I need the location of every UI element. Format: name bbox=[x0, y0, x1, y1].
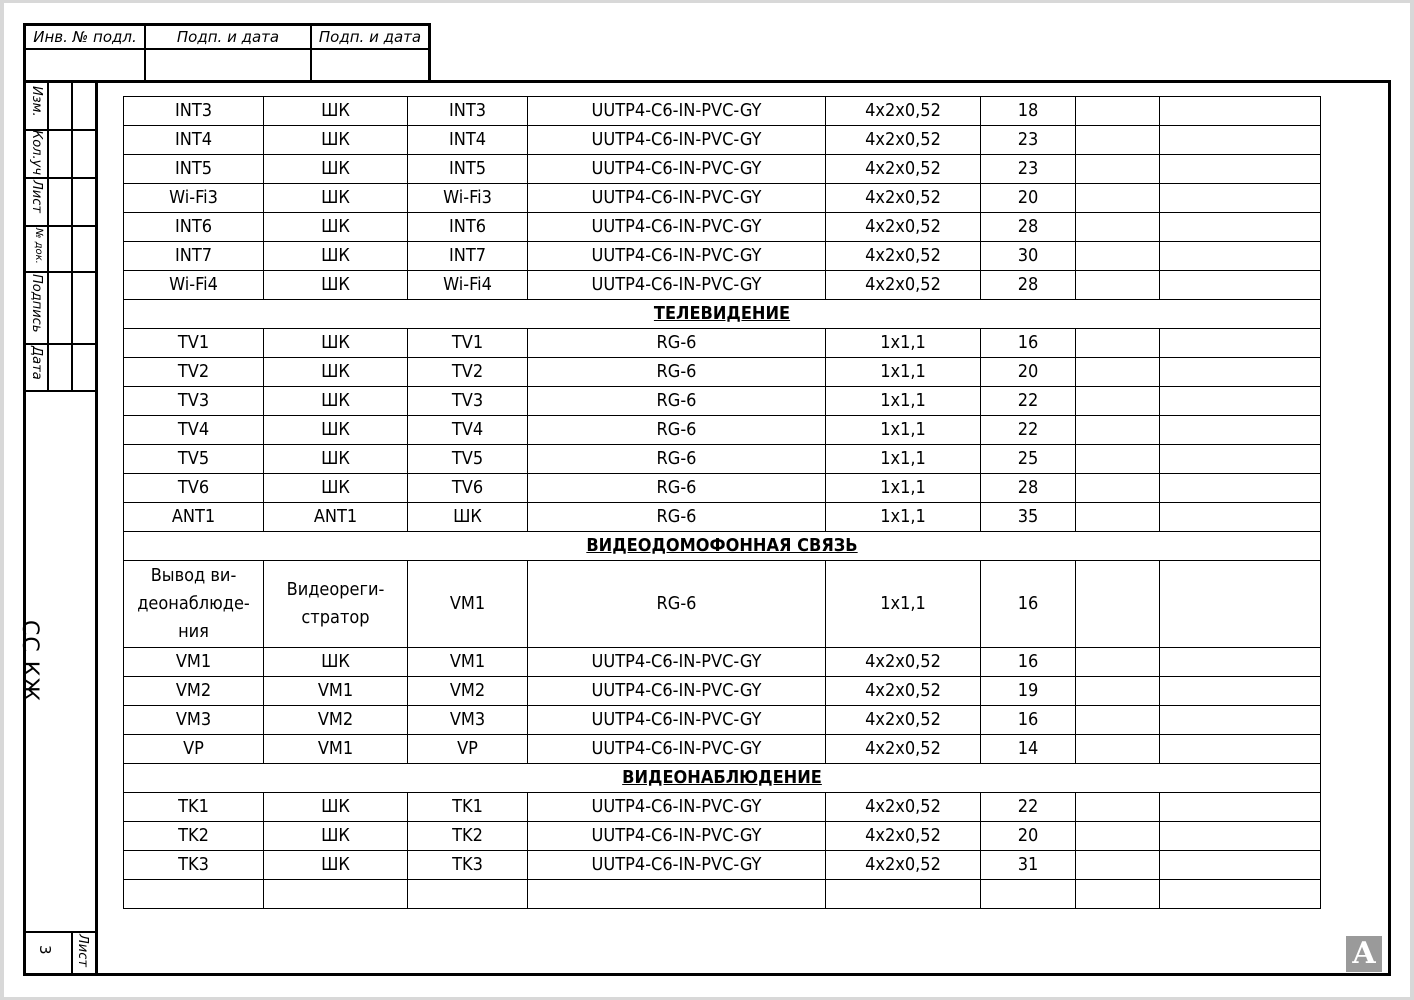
table-cell: 1x1,1 bbox=[826, 561, 981, 648]
stamp-sign2-label: Подп. и дата bbox=[318, 28, 422, 46]
table-cell: RG-6 bbox=[528, 503, 826, 532]
table-cell: VM1 bbox=[124, 648, 264, 677]
table-cell: TV3 bbox=[408, 387, 528, 416]
table-cell: RG-6 bbox=[528, 358, 826, 387]
table-cell: 4x2x0,52 bbox=[826, 184, 981, 213]
table-cell: TK2 bbox=[408, 822, 528, 851]
table-cell: 16 bbox=[981, 706, 1076, 735]
table-cell: 20 bbox=[981, 822, 1076, 851]
stamp-list: Лист bbox=[29, 180, 44, 213]
table-cell bbox=[264, 880, 408, 909]
table-cell bbox=[408, 880, 528, 909]
table-cell: INT3 bbox=[124, 97, 264, 126]
table-cell: 31 bbox=[981, 851, 1076, 880]
table-cell bbox=[1160, 822, 1321, 851]
table-cell bbox=[1076, 213, 1160, 242]
table-cell: ШК bbox=[264, 329, 408, 358]
table-cell: 16 bbox=[981, 329, 1076, 358]
table-cell bbox=[1160, 329, 1321, 358]
table-cell: 1x1,1 bbox=[826, 503, 981, 532]
stamp-data: Дата bbox=[29, 346, 44, 380]
sheet-label: Лист bbox=[75, 934, 90, 967]
table-cell: 23 bbox=[981, 155, 1076, 184]
table-cell: ANT1 bbox=[264, 503, 408, 532]
table-cell: TV1 bbox=[408, 329, 528, 358]
table-cell bbox=[1160, 706, 1321, 735]
table-cell: 4x2x0,52 bbox=[826, 213, 981, 242]
table-cell: INT5 bbox=[124, 155, 264, 184]
table-cell: 20 bbox=[981, 184, 1076, 213]
section-title: ВИДЕОДОМОФОННАЯ СВЯЗЬ bbox=[124, 532, 1321, 561]
table-cell: INT4 bbox=[124, 126, 264, 155]
table-cell: Вывод ви- деонаблюде- ния bbox=[124, 561, 264, 648]
table-cell bbox=[1160, 677, 1321, 706]
table-cell: Wi-Fi3 bbox=[408, 184, 528, 213]
table-row bbox=[124, 648, 1321, 677]
table-cell: 1x1,1 bbox=[826, 416, 981, 445]
table-cell bbox=[1160, 242, 1321, 271]
table-cell: ШК bbox=[264, 387, 408, 416]
stamp-inv-label: Инв. № подл. bbox=[33, 28, 137, 46]
stamp-sign1-label: Подп. и дата bbox=[176, 28, 280, 46]
table-cell bbox=[1076, 155, 1160, 184]
table-cell: 4x2x0,52 bbox=[826, 242, 981, 271]
table-cell: INT7 bbox=[124, 242, 264, 271]
table-cell: 4x2x0,52 bbox=[826, 822, 981, 851]
table-row bbox=[124, 793, 1321, 822]
table-cell: INT4 bbox=[408, 126, 528, 155]
stamp-ndok: № док. bbox=[33, 228, 44, 264]
table-cell: Видеореги- стратор bbox=[264, 561, 408, 648]
table-cell: UUTP4-C6-IN-PVC-GY bbox=[528, 242, 826, 271]
table-cell bbox=[1160, 445, 1321, 474]
stamp-izm: Изм. bbox=[29, 86, 44, 117]
table-cell: UUTP4-C6-IN-PVC-GY bbox=[528, 793, 826, 822]
table-cell: ШК bbox=[264, 445, 408, 474]
table-cell: 35 bbox=[981, 503, 1076, 532]
table-cell: 28 bbox=[981, 213, 1076, 242]
table-row bbox=[124, 126, 1321, 155]
table-cell bbox=[1076, 126, 1160, 155]
table-row bbox=[124, 387, 1321, 416]
table-cell bbox=[1076, 706, 1160, 735]
table-cell: 16 bbox=[981, 561, 1076, 648]
section-title: ТЕЛЕВИДЕНИЕ bbox=[124, 300, 1321, 329]
table-cell: ШК bbox=[264, 822, 408, 851]
table-cell bbox=[1076, 561, 1160, 648]
table-cell bbox=[1160, 474, 1321, 503]
table-cell: ШК bbox=[264, 271, 408, 300]
table-cell bbox=[1076, 735, 1160, 764]
table-cell: ШК bbox=[264, 155, 408, 184]
table-cell: 18 bbox=[981, 97, 1076, 126]
table-cell: UUTP4-C6-IN-PVC-GY bbox=[528, 213, 826, 242]
table-row bbox=[124, 97, 1321, 126]
table-cell bbox=[528, 880, 826, 909]
table-cell bbox=[1160, 735, 1321, 764]
table-cell: 1x1,1 bbox=[826, 445, 981, 474]
table-cell bbox=[1160, 184, 1321, 213]
table-cell bbox=[1076, 416, 1160, 445]
section-row bbox=[124, 764, 1321, 793]
table-cell: 19 bbox=[981, 677, 1076, 706]
table-row bbox=[124, 561, 1321, 648]
table-cell: UUTP4-C6-IN-PVC-GY bbox=[528, 97, 826, 126]
table-cell: 4x2x0,52 bbox=[826, 706, 981, 735]
table-cell: ШК bbox=[264, 416, 408, 445]
table-cell: VM3 bbox=[408, 706, 528, 735]
table-row bbox=[124, 242, 1321, 271]
table-cell: RG-6 bbox=[528, 474, 826, 503]
table-cell bbox=[1160, 648, 1321, 677]
table-cell: 4x2x0,52 bbox=[826, 97, 981, 126]
left-stamp-strip bbox=[23, 80, 95, 976]
table-cell: 25 bbox=[981, 445, 1076, 474]
table-cell bbox=[1160, 213, 1321, 242]
table-cell: ШК bbox=[264, 648, 408, 677]
table-cell bbox=[1076, 97, 1160, 126]
table-row bbox=[124, 677, 1321, 706]
table-cell: VM1 bbox=[408, 648, 528, 677]
table-cell: UUTP4-C6-IN-PVC-GY bbox=[528, 822, 826, 851]
table-row bbox=[124, 358, 1321, 387]
sheet-number: 3 bbox=[36, 945, 54, 955]
table-cell: 22 bbox=[981, 416, 1076, 445]
table-row bbox=[124, 445, 1321, 474]
table-cell bbox=[1160, 97, 1321, 126]
table-cell: 28 bbox=[981, 474, 1076, 503]
table-row bbox=[124, 706, 1321, 735]
table-cell: 4x2x0,52 bbox=[826, 648, 981, 677]
table-cell bbox=[1160, 793, 1321, 822]
table-cell: TK3 bbox=[408, 851, 528, 880]
table-cell bbox=[1160, 851, 1321, 880]
table-cell: RG-6 bbox=[528, 387, 826, 416]
table-cell: VM1 bbox=[264, 677, 408, 706]
table-cell: UUTP4-C6-IN-PVC-GY bbox=[528, 648, 826, 677]
table-cell: 4x2x0,52 bbox=[826, 851, 981, 880]
table-row bbox=[124, 213, 1321, 242]
table-cell: UUTP4-C6-IN-PVC-GY bbox=[528, 851, 826, 880]
table-cell bbox=[1160, 561, 1321, 648]
table-cell bbox=[1160, 155, 1321, 184]
table-cell: TV2 bbox=[408, 358, 528, 387]
table-cell: INT6 bbox=[124, 213, 264, 242]
table-row bbox=[124, 184, 1321, 213]
table-cell: UUTP4-C6-IN-PVC-GY bbox=[528, 184, 826, 213]
section-row bbox=[124, 300, 1321, 329]
table-cell: INT3 bbox=[408, 97, 528, 126]
table-cell bbox=[981, 880, 1076, 909]
table-cell: Wi-Fi3 bbox=[124, 184, 264, 213]
table-cell: VM2 bbox=[408, 677, 528, 706]
table-row bbox=[124, 474, 1321, 503]
table-cell bbox=[1076, 329, 1160, 358]
table-cell: 1x1,1 bbox=[826, 329, 981, 358]
table-cell: TV3 bbox=[124, 387, 264, 416]
document-code: СС.КЖ bbox=[17, 620, 42, 703]
table-row bbox=[124, 880, 1321, 909]
table-cell: VP bbox=[408, 735, 528, 764]
table-cell: UUTP4-C6-IN-PVC-GY bbox=[528, 126, 826, 155]
table-cell: VM1 bbox=[264, 735, 408, 764]
table-cell: RG-6 bbox=[528, 329, 826, 358]
table-cell: 14 bbox=[981, 735, 1076, 764]
table-row bbox=[124, 329, 1321, 358]
table-cell: ШК bbox=[264, 126, 408, 155]
logo-icon: A bbox=[1346, 936, 1382, 972]
table-cell: ШК bbox=[264, 97, 408, 126]
table-cell: 4x2x0,52 bbox=[826, 793, 981, 822]
table-cell: VM2 bbox=[124, 677, 264, 706]
table-row bbox=[124, 735, 1321, 764]
table-cell: 20 bbox=[981, 358, 1076, 387]
table-cell bbox=[1076, 184, 1160, 213]
table-cell: 1x1,1 bbox=[826, 474, 981, 503]
table-cell: VM3 bbox=[124, 706, 264, 735]
table-cell: TV1 bbox=[124, 329, 264, 358]
table-cell: ШК bbox=[264, 213, 408, 242]
table-cell: TK3 bbox=[124, 851, 264, 880]
table-cell bbox=[1076, 503, 1160, 532]
table-cell: TV4 bbox=[408, 416, 528, 445]
table-cell: 23 bbox=[981, 126, 1076, 155]
table-cell: ШК bbox=[408, 503, 528, 532]
table-cell: ANT1 bbox=[124, 503, 264, 532]
table-cell: 1x1,1 bbox=[826, 387, 981, 416]
table-cell: RG-6 bbox=[528, 416, 826, 445]
table-cell bbox=[1076, 387, 1160, 416]
table-cell: ШК bbox=[264, 793, 408, 822]
table-cell: TK1 bbox=[408, 793, 528, 822]
section-row bbox=[124, 532, 1321, 561]
table-cell bbox=[1076, 677, 1160, 706]
table-row bbox=[124, 822, 1321, 851]
table-cell: TV6 bbox=[408, 474, 528, 503]
table-cell: VM1 bbox=[408, 561, 528, 648]
table-row bbox=[124, 851, 1321, 880]
stamp-podpis: Подпись bbox=[29, 274, 44, 333]
table-cell: 4x2x0,52 bbox=[826, 735, 981, 764]
table-cell bbox=[1160, 271, 1321, 300]
table-cell bbox=[1076, 648, 1160, 677]
table-cell: 28 bbox=[981, 271, 1076, 300]
table-cell bbox=[1076, 242, 1160, 271]
table-cell: UUTP4-C6-IN-PVC-GY bbox=[528, 271, 826, 300]
table-cell bbox=[1076, 271, 1160, 300]
table-cell bbox=[1160, 503, 1321, 532]
table-cell bbox=[1076, 358, 1160, 387]
table-cell: TV4 bbox=[124, 416, 264, 445]
table-cell bbox=[124, 880, 264, 909]
table-cell: 22 bbox=[981, 387, 1076, 416]
table-cell bbox=[1160, 358, 1321, 387]
table-cell: UUTP4-C6-IN-PVC-GY bbox=[528, 155, 826, 184]
table-cell: UUTP4-C6-IN-PVC-GY bbox=[528, 735, 826, 764]
table-cell: 1x1,1 bbox=[826, 358, 981, 387]
table-cell bbox=[1076, 851, 1160, 880]
table-cell: TV5 bbox=[124, 445, 264, 474]
table-cell: Wi-Fi4 bbox=[408, 271, 528, 300]
table-cell: INT7 bbox=[408, 242, 528, 271]
table-cell bbox=[1160, 387, 1321, 416]
table-cell: TV5 bbox=[408, 445, 528, 474]
table-cell bbox=[1076, 445, 1160, 474]
table-cell bbox=[1160, 880, 1321, 909]
stamp-kol: Кол.уч bbox=[29, 130, 44, 175]
table-cell bbox=[1076, 474, 1160, 503]
table-cell: INT5 bbox=[408, 155, 528, 184]
table-cell: 4x2x0,52 bbox=[826, 126, 981, 155]
cable-table bbox=[123, 96, 1321, 909]
table-row bbox=[124, 416, 1321, 445]
table-cell: RG-6 bbox=[528, 445, 826, 474]
table-cell bbox=[1160, 416, 1321, 445]
table-row bbox=[124, 155, 1321, 184]
table-cell: ШК bbox=[264, 474, 408, 503]
table-cell: ШК bbox=[264, 358, 408, 387]
table-cell: ШК bbox=[264, 184, 408, 213]
table-cell bbox=[1160, 126, 1321, 155]
table-cell: 4x2x0,52 bbox=[826, 677, 981, 706]
table-cell: 4x2x0,52 bbox=[826, 271, 981, 300]
table-row bbox=[124, 503, 1321, 532]
table-cell: TV2 bbox=[124, 358, 264, 387]
table-cell: UUTP4-C6-IN-PVC-GY bbox=[528, 706, 826, 735]
table-cell: ШК bbox=[264, 242, 408, 271]
top-stamp bbox=[23, 23, 431, 80]
table-cell: VM2 bbox=[264, 706, 408, 735]
section-title: ВИДЕОНАБЛЮДЕНИЕ bbox=[124, 764, 1321, 793]
table-cell: Wi-Fi4 bbox=[124, 271, 264, 300]
table-cell: TV6 bbox=[124, 474, 264, 503]
table-cell: INT6 bbox=[408, 213, 528, 242]
table-cell: ШК bbox=[264, 851, 408, 880]
table-cell: TK1 bbox=[124, 793, 264, 822]
table-cell: TK2 bbox=[124, 822, 264, 851]
table-cell bbox=[1076, 822, 1160, 851]
table-cell: 4x2x0,52 bbox=[826, 155, 981, 184]
table-cell: 22 bbox=[981, 793, 1076, 822]
table-cell: 30 bbox=[981, 242, 1076, 271]
table-row bbox=[124, 271, 1321, 300]
table-cell bbox=[826, 880, 981, 909]
table-cell: VP bbox=[124, 735, 264, 764]
table-cell bbox=[1076, 880, 1160, 909]
table-cell: RG-6 bbox=[528, 561, 826, 648]
table-cell bbox=[1076, 793, 1160, 822]
table-cell: 16 bbox=[981, 648, 1076, 677]
table-cell: UUTP4-C6-IN-PVC-GY bbox=[528, 677, 826, 706]
